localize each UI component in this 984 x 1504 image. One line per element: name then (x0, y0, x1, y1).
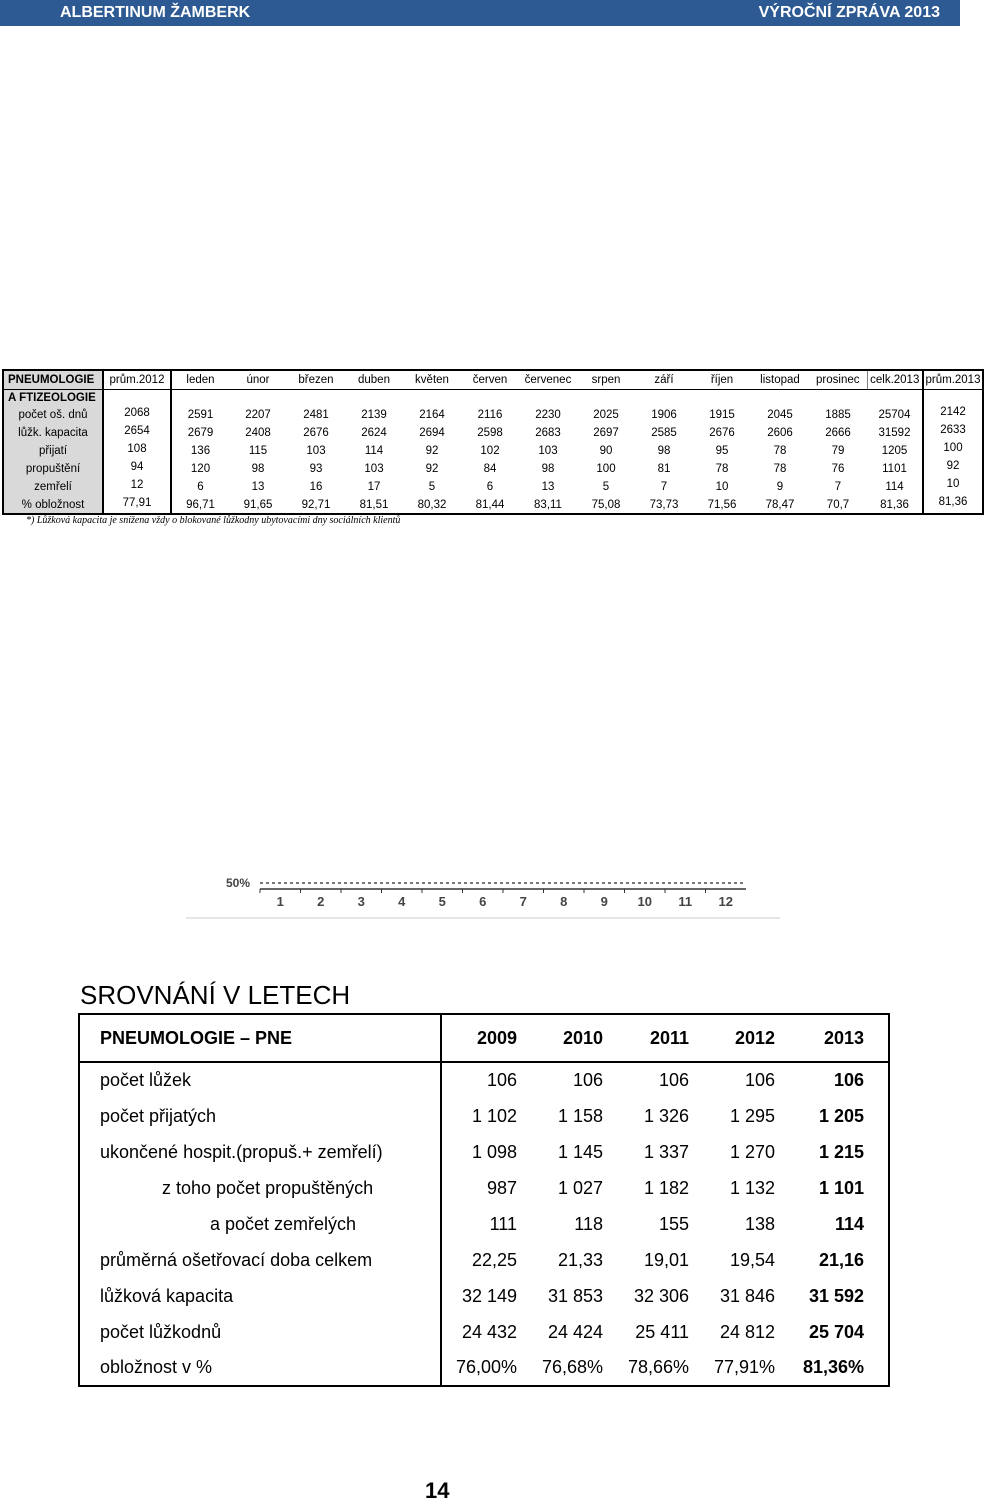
table-cell: 2025 (593, 409, 619, 421)
table-cell: 1205 (881, 445, 908, 457)
table-cell: 155 (658, 1213, 689, 1234)
table-cell: 31 592 (808, 1285, 864, 1306)
table-cell: 75,08 (577, 496, 635, 514)
column-header: březen (287, 370, 345, 389)
table-cell: 1 145 (557, 1141, 603, 1162)
table-cell: 17 (367, 481, 381, 493)
table-cell: 106 (658, 1070, 689, 1090)
table-cell: 76,68% (541, 1357, 603, 1377)
column-header: celk.2013 (867, 370, 923, 389)
table-cell: 81,44 (461, 496, 519, 514)
table-cell: 16 (309, 481, 323, 493)
table-cell (923, 496, 983, 514)
column-header: květen (403, 370, 461, 389)
table-row (79, 1062, 889, 1098)
table-cell: 78 (773, 445, 787, 457)
table-row (79, 1350, 889, 1386)
table-cell: 138 (744, 1213, 775, 1234)
table-cell: 71,56 (693, 496, 751, 514)
x-tick-label: 1 (276, 894, 284, 909)
table-cell: 2598 (477, 427, 503, 439)
table-row (79, 1278, 889, 1314)
table-cell: 19,54 (729, 1249, 775, 1270)
x-tick-label: 8 (560, 894, 568, 909)
table-cell: 76 (831, 463, 845, 475)
table-cell: 84 (483, 463, 497, 475)
table-cell: 111 (489, 1213, 517, 1234)
table-cell: 21,33 (557, 1249, 603, 1270)
table-row (79, 1242, 889, 1278)
year-header: 2013 (785, 1014, 889, 1062)
table-cell: 81,36% (802, 1357, 864, 1377)
table-cell: 25 411 (635, 1321, 689, 1342)
table-cell: 1 182 (643, 1177, 689, 1198)
table-cell: 1 102 (471, 1105, 517, 1126)
header-spacer-cell (693, 389, 751, 406)
table-cell: 102 (480, 445, 500, 457)
table-row (79, 1098, 889, 1134)
table-cell: 98 (657, 445, 671, 457)
column-header: prům.2013 (923, 370, 983, 389)
x-tick-label: 4 (398, 894, 406, 909)
x-tick-label: 12 (718, 894, 733, 909)
year-header: 2012 (699, 1014, 785, 1062)
column-header: únor (229, 370, 287, 389)
table-cell: 1 027 (557, 1177, 603, 1198)
header-spacer-cell (229, 389, 287, 406)
table-cell: 1 132 (729, 1177, 775, 1198)
table-cell: 24 432 (461, 1321, 517, 1342)
table-cell: 2207 (245, 409, 271, 421)
table-cell: 91,65 (229, 496, 287, 514)
table-cell: 120 (190, 463, 211, 475)
column-header: leden (171, 370, 229, 389)
table-cell: 2676 (303, 427, 329, 439)
column-header: říjen (693, 370, 751, 389)
table-cell: 94 (103, 458, 171, 476)
table-cell: 24 424 (547, 1321, 603, 1342)
row-label: z toho počet propuštěných (79, 1170, 441, 1206)
monthly-header-row (3, 370, 983, 389)
table-cell (923, 442, 983, 460)
table-cell: 2139 (361, 409, 387, 421)
header-spacer-cell (923, 389, 983, 406)
table-cell: 2694 (419, 427, 445, 439)
table-cell: 6 (197, 481, 204, 493)
table-cell: 83,11 (519, 496, 577, 514)
column-header: září (635, 370, 693, 389)
row-label: % obložnost (3, 496, 103, 514)
table-cell: 13 (251, 481, 265, 493)
x-tick-label: 2 (317, 894, 325, 909)
department-name-line1: PNEUMOLOGIE (3, 370, 103, 389)
table-cell: 2591 (187, 409, 214, 421)
table-cell: 32 149 (461, 1285, 517, 1306)
x-tick-label: 6 (479, 894, 487, 909)
header-spacer-cell (635, 389, 693, 406)
table-cell: 1915 (709, 409, 735, 421)
occupancy-chart-fragment (186, 872, 780, 920)
table-cell: 13 (541, 481, 555, 493)
table-cell: 77,91 (103, 494, 171, 512)
table-cell: 2230 (535, 409, 561, 421)
table-cell: 1 326 (643, 1105, 689, 1126)
row-label: počet oš. dnů (3, 406, 103, 424)
table-cell: 10 (715, 481, 729, 493)
column-header: červen (461, 370, 519, 389)
table-cell: 2679 (187, 427, 214, 439)
table-cell: 2585 (651, 427, 677, 439)
table-cell: 19,01 (643, 1249, 689, 1270)
table-cell: 78 (715, 463, 729, 475)
table-cell: 2045 (767, 409, 793, 421)
header-spacer-cell (345, 389, 403, 406)
year-header: 2010 (527, 1014, 613, 1062)
table-cell: 31 846 (719, 1285, 775, 1306)
table-cell: 2666 (825, 427, 851, 439)
year-header: 2011 (613, 1014, 699, 1062)
table-cell-value: 100 (943, 442, 963, 454)
column-header: prosinec (809, 370, 867, 389)
table-row (79, 1314, 889, 1350)
table-cell: 1906 (651, 409, 677, 421)
table-cell: 2624 (361, 427, 387, 439)
table-cell: 24 812 (719, 1321, 775, 1342)
table-cell: 98 (251, 463, 265, 475)
table-cell: 95 (715, 445, 729, 457)
table-cell: 2683 (535, 427, 561, 439)
table-cell: 2408 (245, 427, 271, 439)
table-cell: 103 (364, 463, 384, 475)
comparison-table-body (79, 1014, 889, 1386)
x-tick-label: 10 (637, 894, 652, 909)
table-cell: 1 270 (729, 1141, 775, 1162)
table-cell: 103 (538, 445, 558, 457)
table-cell: 98 (541, 463, 555, 475)
table-cell-value: 2142 (940, 406, 966, 418)
table-row (79, 1170, 889, 1206)
column-header: duben (345, 370, 403, 389)
table-cell: 78,66% (627, 1357, 689, 1377)
comparison-header-row (79, 1014, 889, 1062)
row-label: počet lůžek (79, 1062, 441, 1098)
table-cell: 31592 (878, 427, 911, 439)
x-tick-label: 11 (678, 894, 693, 909)
table-cell: 2676 (709, 427, 735, 439)
row-label: ukončené hospit.(propuš.+ zemřelí) (79, 1134, 441, 1170)
table-row (79, 1134, 889, 1170)
row-label: zemřelí (3, 478, 103, 496)
table-cell: 1 098 (471, 1141, 517, 1162)
table-cell: 25704 (878, 409, 911, 421)
y-tick-label: 50% (226, 876, 251, 890)
column-header: listopad (751, 370, 809, 389)
column-header: srpen (577, 370, 635, 389)
table-cell: 81,36 (867, 496, 923, 514)
table-cell: 1 205 (818, 1105, 864, 1126)
table-cell: 1101 (882, 463, 907, 475)
table-cell: 31 853 (547, 1285, 603, 1306)
table-cell: 2068 (103, 404, 171, 422)
table-cell: 118 (574, 1213, 603, 1234)
column-header: červenec (519, 370, 577, 389)
table-cell: 1885 (825, 409, 851, 421)
year-header: 2009 (441, 1014, 527, 1062)
header-spacer-cell (287, 389, 345, 406)
table-cell: 114 (885, 481, 904, 493)
table-cell: 76,00% (455, 1357, 517, 1377)
table-cell: 2116 (477, 409, 503, 421)
row-label: propuštění (3, 460, 103, 478)
monthly-statistics-table (2, 369, 984, 515)
x-tick-label: 5 (438, 894, 446, 909)
row-label: průměrná ošetřovací doba celkem (79, 1242, 441, 1278)
row-label: lůžk. kapacita (3, 424, 103, 442)
table-cell-value: 10 (946, 478, 960, 490)
comparison-title: SROVNÁNÍ V LETECH (80, 980, 351, 1010)
table-cell (923, 406, 983, 424)
table-cell: 77,91% (713, 1357, 775, 1377)
table-cell: 987 (486, 1177, 517, 1198)
table-cell: 2606 (767, 427, 793, 439)
table-cell: 115 (248, 445, 268, 457)
table-cell: 25 704 (808, 1321, 864, 1342)
table-cell: 92 (425, 445, 439, 457)
header-spacer-cell (403, 389, 461, 406)
table-cell: 106 (486, 1070, 517, 1090)
column-header: prům.2012 (103, 370, 171, 389)
table-cell: 1 337 (643, 1141, 689, 1162)
table-cell: 108 (103, 440, 171, 458)
table-cell: 2164 (419, 409, 445, 421)
table-cell: 5 (602, 481, 610, 493)
table-cell: 96,71 (171, 496, 229, 514)
row-label: a počet zemřelých (79, 1206, 441, 1242)
table-cell: 22,25 (471, 1249, 517, 1270)
x-tick-label: 7 (519, 894, 527, 909)
table-cell: 90 (599, 445, 613, 457)
table-cell: 78 (773, 463, 787, 475)
header-spacer-cell (867, 389, 923, 406)
row-label: počet lůžkodnů (79, 1314, 441, 1350)
organization-name: ALBERTINUM ŽAMBERK (60, 4, 251, 21)
table-cell: 92,71 (287, 496, 345, 514)
table-cell: 106 (833, 1070, 864, 1090)
table-cell-value: 92 (946, 460, 960, 472)
capacity-footnote: *) Lůžková kapacita je snížena vždy o blokované lůžkodny ubytovacími dny sociálních klientů (26, 515, 401, 526)
row-label: lůžková kapacita (79, 1278, 441, 1314)
table-cell: 73,73 (635, 496, 693, 514)
table-cell: 100 (596, 463, 616, 475)
x-tick-label: 3 (357, 894, 365, 909)
table-cell: 1 158 (557, 1105, 603, 1126)
table-cell: 2697 (593, 427, 619, 439)
table-cell: 70,7 (809, 496, 867, 514)
table-row (3, 496, 983, 514)
report-header (0, 0, 960, 26)
table-cell: 106 (744, 1070, 775, 1090)
table-cell: 114 (364, 445, 384, 457)
table-cell: 6 (486, 481, 494, 493)
table-cell: 92 (425, 463, 439, 475)
table-cell: 1 295 (729, 1105, 775, 1126)
table-cell: 7 (834, 481, 842, 493)
header-spacer-cell (577, 389, 635, 406)
department-name-line2: A FTIZEOLOGIE (3, 389, 103, 406)
table-cell: 81 (657, 463, 671, 475)
table-cell: 79 (831, 445, 845, 457)
table-cell (923, 460, 983, 478)
monthly-table-body (3, 370, 983, 514)
table-cell: 136 (190, 445, 211, 457)
x-tick-label: 9 (600, 894, 608, 909)
table-cell: 106 (572, 1070, 603, 1090)
table-cell: 32 306 (633, 1285, 689, 1306)
table-cell: 81,51 (345, 496, 403, 514)
table-cell: 1 101 (818, 1177, 864, 1198)
table-row (79, 1206, 889, 1242)
table-cell: 7 (660, 481, 668, 493)
table-cell: 2481 (303, 409, 329, 421)
header-spacer-cell (751, 389, 809, 406)
table-cell: 103 (306, 445, 326, 457)
row-label: obložnost v % (79, 1350, 441, 1386)
table-cell: 5 (428, 481, 436, 493)
row-label: přijatí (3, 442, 103, 460)
table-cell-value: 2633 (940, 424, 966, 436)
table-cell (923, 478, 983, 496)
header-spacer-cell (519, 389, 577, 406)
table-cell: 80,32 (403, 496, 461, 514)
row-label: počet přijatých (79, 1098, 441, 1134)
page-number: 14 (425, 1478, 450, 1503)
report-title: VÝROČNÍ ZPRÁVA 2013 (758, 4, 940, 21)
table-cell: 114 (834, 1213, 864, 1234)
table-cell: 1 215 (818, 1141, 864, 1162)
table-cell-value: 81,36 (938, 495, 968, 508)
header-spacer-cell (461, 389, 519, 406)
year-comparison-table (78, 1013, 890, 1387)
table-cell: 12 (103, 476, 171, 494)
table-cell: 21,16 (818, 1249, 864, 1270)
table-cell (923, 424, 983, 442)
table-cell: 93 (309, 463, 323, 475)
department-heading: PNEUMOLOGIE – PNE (79, 1014, 441, 1062)
header-spacer-cell (809, 389, 867, 406)
table-cell: 9 (776, 481, 784, 493)
table-cell: 2654 (103, 422, 171, 440)
header-spacer-cell (171, 389, 229, 406)
table-cell: 78,47 (751, 496, 809, 514)
